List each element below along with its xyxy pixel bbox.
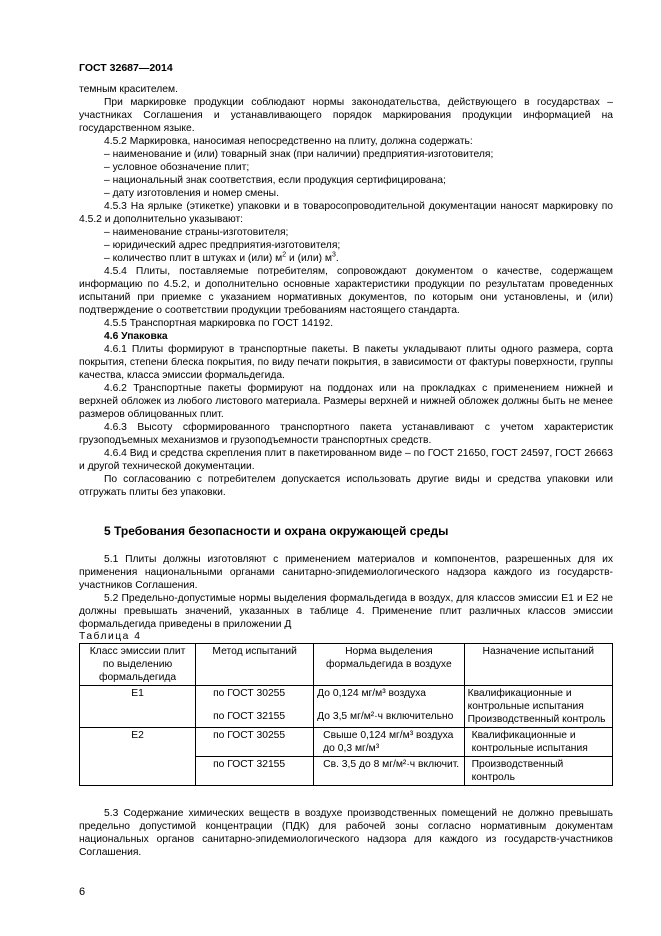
table-cell: по ГОСТ 30255 по ГОСТ 32155	[196, 686, 314, 728]
table-cell: Квалификационные и контрольные испытания	[464, 728, 612, 757]
document-header: ГОСТ 32687—2014	[79, 62, 173, 74]
table-header-row	[80, 644, 613, 686]
emission-table	[79, 643, 613, 786]
list-item: – наименование и (или) товарный знак (при наличии) предприятия-изготовителя;	[104, 149, 494, 160]
list-item: – дату изготовления и номер смены.	[104, 188, 279, 199]
list-item: – наименование страны-изготовителя;	[104, 227, 289, 238]
subsection-title: 4.6 Упаковка	[104, 331, 168, 342]
table-header: Назначение испытаний	[464, 644, 612, 686]
paragraph: 4.6.3 Высоту сформированного транспортного пакета устанавливают с учетом характеристик грузоподъемных механизмов и грузоподъемности транспортных средств.	[79, 422, 613, 446]
paragraph: 4.6.1 Плиты формируют в транспортные пакеты. В пакеты укладывают плиты одного размера, сорта покрытия, степени блеска покрытия, по виду печати покрытия, в зависимости от фактуры поверхности, группы качества, класса эмиссии формальдегида.	[79, 344, 613, 381]
table-cell: Е2	[80, 728, 196, 786]
table-cell: по ГОСТ 32155	[196, 757, 314, 786]
table-cell: Производственный контроль	[464, 757, 612, 786]
paragraph: темным красителем.	[79, 84, 178, 95]
table-cell: Свыше 0,124 мг/м³ воздуха до 0,3 мг/м³	[314, 728, 464, 757]
table-header: Норма выделения формальдегида в воздухе	[314, 644, 464, 686]
document-body	[79, 83, 613, 859]
paragraph: 5.3 Содержание химических веществ в воздухе производственных помещений не должно превышать предельно допустимой концентрации (ПДК) для рабочей зоны согласно нормативным документам национальных органов санитарно-эпидемиологического надзора для каждого из государств-участников Соглашения.	[79, 808, 613, 858]
table-row	[80, 686, 613, 728]
table-cell: по ГОСТ 30255	[196, 728, 314, 757]
paragraph: 4.6.4 Вид и средства скрепления плит в пакетированном виде – по ГОСТ 21650, ГОСТ 24597, ГОСТ 26663 и другой технической документации.	[79, 448, 613, 472]
list-item: – юридический адрес предприятия-изготовителя;	[104, 240, 341, 251]
paragraph: 4.5.2 Маркировка, наносимая непосредственно на плиту, должна содержать:	[104, 136, 473, 147]
table-cell: До 0,124 мг/м³ воздуха До 3,5 мг/м²·ч включительно	[314, 686, 464, 728]
paragraph: 4.6.2 Транспортные пакеты формируют на поддонах или на прокладках с применением нижней и верхней обложек из любого листового материала. Размеры верхней и нижней обложек должны быть не менее размеров облицованных плит.	[79, 383, 613, 420]
table-header: Метод испытаний	[196, 644, 314, 686]
paragraph: 5.1 Плиты должны изготовляют с применением материалов и компонентов, разрешенных для их применения национальными органами санитарно-эпидемиологического надзора каждого из государств-участников Соглашения.	[79, 554, 613, 591]
paragraph: По согласованию с потребителем допускается использовать другие виды и средства упаковки или отгружать плиты без упаковки.	[79, 474, 613, 498]
paragraph: 4.5.3 На ярлыке (этикетке) упаковки и в товаросопроводительной документации наносят маркировку по 4.5.2 и дополнительно указывают:	[79, 201, 613, 225]
table-header: Класс эмиссии плит по выделению формальдегида	[80, 644, 196, 686]
section-title: 5 Требования безопасности и охрана окружающей среды	[104, 524, 449, 538]
paragraph: 4.5.4 Плиты, поставляемые потребителям, сопровождают документом о качестве, содержащем информацию по 4.5.2, и дополнительно основные характеристики продукции по результатам проведенных испытаний при приемке с указанием нормативных документов, по которым они установлены, и (или) подтверждение о соответствии продукции требованиям настоящего стандарта.	[79, 266, 613, 316]
table-caption: Таблица 4	[79, 631, 142, 642]
table-row	[80, 728, 613, 757]
list-item-units: – количество плит в штуках и (или) $м^2$ и (или) $м^3$.	[104, 251, 339, 264]
paragraph: При маркировке продукции соблюдают нормы законодательства, действующего в государствах – участниках Соглашения и устанавливающего порядок маркирования продукции информацией на государственном языке.	[79, 97, 613, 134]
page-number: 6	[79, 886, 86, 898]
list-item: – национальный знак соответствия, если продукция сертифицирована;	[104, 175, 446, 186]
paragraph: 4.5.5 Транспортная маркировка по ГОСТ 14192.	[104, 318, 334, 329]
list-item: – условное обозначение плит;	[104, 162, 250, 173]
table-cell: Квалификационные и контрольные испытания Производственный контроль	[464, 686, 612, 728]
table-cell: Св. 3,5 до 8 мг/м²·ч включит.	[314, 757, 464, 786]
table-cell: Е1	[80, 686, 196, 728]
paragraph: 5.2 Предельно-допустимые нормы выделения формальдегида в воздух, для классов эмиссии Е1 и Е2 не должны превышать значений, указанных в таблице 4. Применение плит различных классов эмиссии формальдегида приведены в приложении Д	[79, 593, 613, 630]
